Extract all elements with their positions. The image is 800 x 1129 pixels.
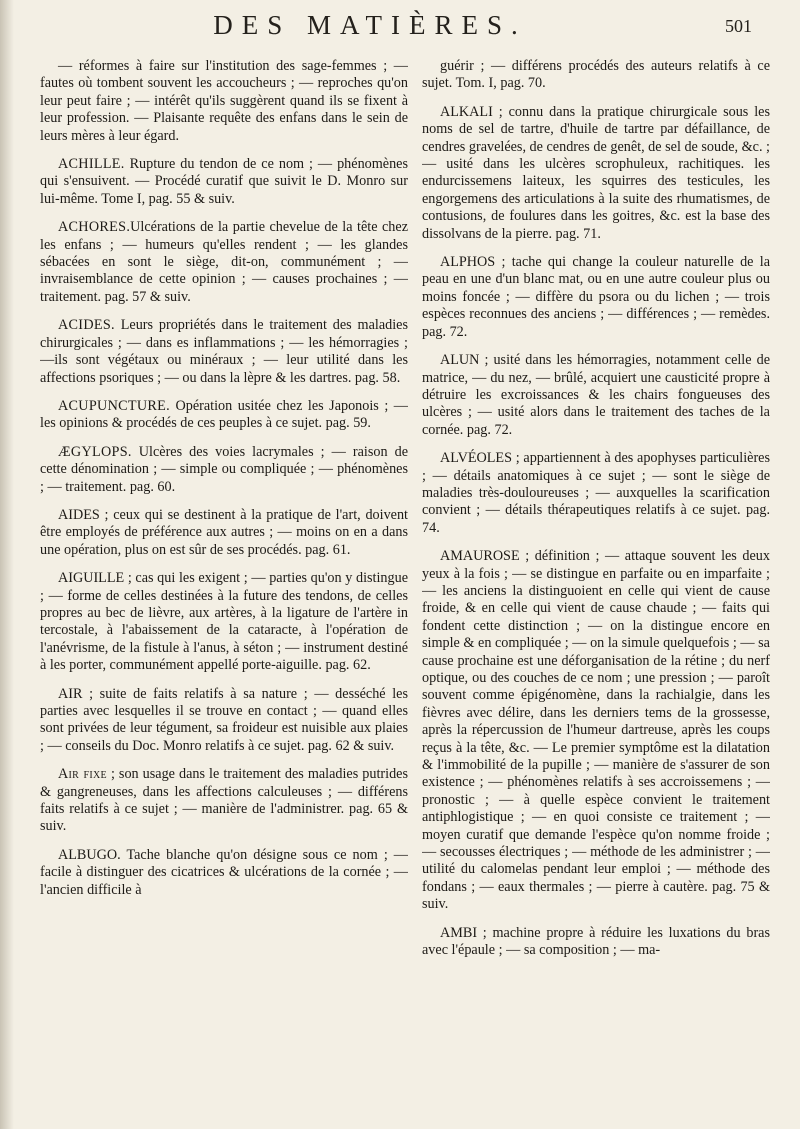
index-entry bbox=[40, 507, 408, 559]
index-entry bbox=[422, 925, 770, 960]
entry-text: guérir ; — différens procédés des auteurs relatifs à ce sujet. Tom. I, pag. 70. bbox=[422, 58, 770, 92]
entry-text: AMAUROSE ; définition ; — attaque souvent les deux yeux à la fois ; — se distingue en parfaite ou en imparfaite ; — les anciens la distinguoient en celle qui vient de cause froide, & en celle qui vient de cause chaude ; — faits qui fondent cette distinction ; — on la distingue encore en simple & en compliquée ; — on la simule quelquefois ; — sa cause prochaine est une déforganisation de la rétine ; du nerf optique, ou des couches de ce nom ; une pression ; — paroît souvent comme épigénomène, dans la rachialgie, dans les fièvres avec délire, dans les derniers tems de la grossesse, après la répercussion de l'humeur dartreuse, après les coups reçus à la tête, &c. — Le premier symptôme est la dilatation & l'immobilité de la pupille ; — manière de s'assurer de son existence ; — phénomènes relatifs à ses accroissemens ; — pronostic ; — à quelle espèce convient le traitement antiphlogistique ; — en quoi consiste ce traitement ; — moyen curatif que demande l'espèce qu'on nomme froide ; — secousses électriques ; — méthode de les administrer ; — utilité du calomelas pendant leur emploi ; — méthode des fondans ; — eaux thermales ; — pierre à cautère. pag. 75 & suiv. bbox=[422, 548, 770, 913]
entry-text: Opération usitée chez les Japonois ; — les opinions & procédés de ces peuples à ce sujet. pag. 59. bbox=[40, 397, 408, 432]
entry-text: ALVÉOLES ; appartiennent à des apophyses particulières ; — détails anatomiques à ce sujet ; — sont le siège de maladies très-douloureuses ; — auxquelles la scarification convient ; — détails thérapeutiques relatifs à ce sujet. pag. 74. bbox=[422, 450, 770, 536]
entry-text: ALBUGO. Tache blanche qu'on désigne sous ce nom ; — facile à distinguer des cicatrices & ulcérations de la cornée ; — l'ancien difficile à bbox=[40, 846, 408, 898]
entry-text: Ulcères des voies lacrymales ; — raison de cette dénomination ; — simple ou compliquée ; — phénomènes ; — traitement. pag. 60. bbox=[40, 443, 408, 495]
index-entry bbox=[40, 58, 408, 145]
running-title: DES MATIÈRES. bbox=[213, 10, 527, 40]
index-entry bbox=[422, 254, 770, 341]
entry-text: AMBI ; machine propre à réduire les luxations du bras avec l'épaule ; — sa composition ; — ma- bbox=[422, 924, 770, 959]
index-entry bbox=[422, 548, 770, 914]
page-number: 501 bbox=[725, 16, 752, 36]
page-header bbox=[0, 10, 800, 50]
entry-text: ; son usage dans le traitement des maladies putrides & gangreneuses, dans les affections calculeuses ; — différens faits relatifs à ce sujet ; — manière de l'administrer. pag. 65 & suiv. bbox=[40, 766, 408, 835]
binding-shadow bbox=[0, 0, 14, 1129]
index-entry bbox=[40, 317, 408, 387]
entry-text: Rupture du tendon de ce nom ; — phénomènes qui s'ensuivent. — Procédé curatif que suivit le D. Monro sur lui-même. Tome I, pag. 55 & suiv. bbox=[40, 156, 408, 207]
entry-text: AIGUILLE ; cas qui les exigent ; — parties qu'on y distingue ; — forme de celles destinées à la future des tendons, de celles propres au bec de lièvre, aux artères, à la ligature de l'artère in tercostale, à l'abaissement de la cataracte, à l'opération de l'anévrisme, de la fistule à l'anus, à séton ; — instrument destiné à les porter, communément appellé porte-aiguille. pag. 62. bbox=[40, 570, 408, 674]
entry-text: Leurs propriétés dans le traitement des maladies chirurgicales ; — dans es inflammations ; — les hémorragies ; —ils sont végétaux ou minéraux ; — leur utilité dans les affections psoriques ; — ou dans la lèpre & les dartres. pag. 58. bbox=[40, 317, 408, 386]
entry-text: AIDES ; ceux qui se destinent à la pratique de l'art, doivent être employés de préférence aux autres ; — moins on en a dans une opération, plus on est sûr de ses procédés. pag. 61. bbox=[40, 506, 408, 558]
index-entry bbox=[422, 58, 770, 93]
entry-headword: ACUPUNCTURE. bbox=[58, 397, 170, 414]
entry-text: ALKALI ; connu dans la pratique chirurgicale sous les noms de sel de tartre, d'huile de tartre par défaillance, de cendres gravelées, de cendres de genêt, de sel de soude, &c. ; — usité dans les ulcères scrophuleux, rachitiques. les endurcissemens laiteux, les squirres des testicules, les engorgemens des articulations à la suite des rhumatismes, de contusions, de foulures dans les goitres, &c. est la base des dissolvans de la pierre. pag. 71. bbox=[422, 103, 770, 242]
index-entry bbox=[40, 219, 408, 306]
entry-headword: ACIDES. bbox=[58, 317, 115, 334]
index-entry bbox=[40, 398, 408, 433]
entry-headword: ACHORES. bbox=[58, 219, 131, 236]
entry-headword: ACHILLE. bbox=[58, 156, 125, 173]
index-entry bbox=[40, 156, 408, 208]
index-entry bbox=[422, 352, 770, 439]
index-entry bbox=[40, 444, 408, 496]
right-column bbox=[422, 58, 770, 1118]
entry-text: AIR ; suite de faits relatifs à sa nature ; — desséché les parties avec lesquelles il se trouve en contact ; — quand elles sont privées de leur tégument, sa froideur est nuisible aux plaies ; — conseils du Doc. Monro relatifs à ce sujet. pag. 62 & suiv. bbox=[40, 685, 408, 754]
entry-text: Ulcérations de la partie chevelue de la tête chez les enfans ; — humeurs qu'elles rendent ; — les glandes sébacées en sont le siège, dit-on, communément ; — invraisemblance de cette opinion ; — causes prochaines ; — traitement. pag. 57 & suiv. bbox=[40, 219, 408, 305]
index-entry bbox=[40, 847, 408, 899]
entry-headword: Air fixe bbox=[58, 766, 107, 783]
index-entry bbox=[40, 686, 408, 756]
entry-headword: ÆGYLOPS. bbox=[58, 443, 132, 460]
entry-text: ALUN ; usité dans les hémorragies, notamment celle de matrice, — du nez, — brûlé, acquiert une causticité propre à détruire les excroissances & les chairs fongueuses des ulcères ; — usité alors dans le traitement des taches de la cornée. pag. 72. bbox=[422, 352, 770, 438]
index-entry bbox=[422, 104, 770, 243]
entry-text: — réformes à faire sur l'institution des sage-femmes ; — fautes où tombent souvent les accoucheurs ; — reproches qu'on leur peut faire ; — intérêt qu'ils suggèrent quand ils se fixent à leur profession. — Plaisante requête des enfans dans le sein de leurs mères à leur égard. bbox=[40, 58, 408, 144]
index-entry bbox=[422, 450, 770, 537]
index-entry bbox=[40, 570, 408, 674]
index-entry bbox=[40, 766, 408, 836]
entry-text: ALPHOS ; tache qui change la couleur naturelle de la peau en une d'un blanc mat, ou en une autre couleur plus ou moins foncée ; — diffère du psora ou du lichen ; — trois espèces reconnues des anciens ; — différences ; — remèdes. pag. 72. bbox=[422, 254, 770, 340]
left-column bbox=[40, 58, 408, 1118]
